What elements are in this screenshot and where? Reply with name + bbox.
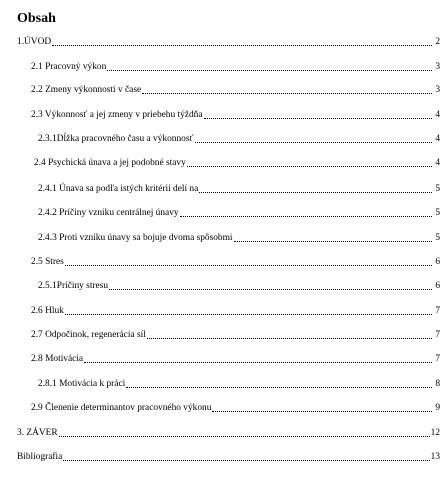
toc-entry-2-4-1[interactable] xyxy=(38,181,440,195)
toc-entry-2-5[interactable] xyxy=(31,254,440,268)
toc-entry-label[interactable]: 2.4.3 Proti vzniku únavy sa bojuje dvoma spôsobmi xyxy=(38,233,233,243)
dot-leader xyxy=(63,459,429,461)
toc-page-number: 7 xyxy=(435,354,440,364)
toc-page-number: 5 xyxy=(435,233,440,243)
dot-leader xyxy=(234,240,432,242)
toc-entry-zaver[interactable] xyxy=(17,425,440,439)
toc-entry-label[interactable]: 2.2 Zmeny výkonnosti v čase xyxy=(31,85,142,95)
toc-entry-label[interactable]: 2.8.1 Motivácia k práci xyxy=(38,379,126,389)
toc-page-number: 8 xyxy=(435,379,440,389)
toc-entry-label[interactable]: 2.3.1Dĺžka pracovného času a výkonnosť xyxy=(38,134,194,144)
dot-leader xyxy=(65,313,432,315)
dot-leader xyxy=(199,191,432,193)
toc-entry-2-4[interactable] xyxy=(34,155,440,169)
toc-entry-label[interactable]: 2.5.1Príčiny stresu xyxy=(38,281,109,291)
toc-entry-label[interactable]: 2.4 Psychická únava a jej podobné stavy xyxy=(34,158,186,168)
toc-entry-2-2[interactable] xyxy=(31,82,440,96)
toc-page-number: 3 xyxy=(435,62,440,72)
toc-page-number: 7 xyxy=(435,330,440,340)
toc-page-number: 13 xyxy=(430,452,440,462)
toc-entry-2-4-2[interactable] xyxy=(38,205,440,219)
toc-entry-label[interactable]: 3. ZÁVER xyxy=(17,428,58,438)
toc-entry-label[interactable]: 2.5 Stres xyxy=(31,257,64,267)
toc-entry-bibliografia[interactable] xyxy=(17,449,440,463)
dot-leader xyxy=(187,165,432,167)
toc-entry-2-1[interactable] xyxy=(31,59,440,73)
dot-leader xyxy=(126,386,432,388)
toc-entry-label[interactable]: 2.8 Motivácia xyxy=(31,354,84,364)
toc-entry-2-6[interactable] xyxy=(31,303,440,317)
toc-page-number: 4 xyxy=(435,110,440,120)
toc-page-number: 4 xyxy=(435,134,440,144)
toc-entry-label[interactable]: 1.ÚVOD xyxy=(17,37,52,47)
toc-entry-label[interactable]: 2.1 Pracovný výkon xyxy=(31,62,107,72)
dot-leader xyxy=(52,44,432,46)
toc-entry-label[interactable]: 2.7 Odpočinok, regenerácia síl xyxy=(31,330,146,340)
dot-leader xyxy=(212,410,432,412)
toc-page-number: 3 xyxy=(435,85,440,95)
dot-leader xyxy=(109,288,432,290)
dot-leader xyxy=(84,361,432,363)
toc-page-number: 6 xyxy=(435,257,440,267)
dot-leader xyxy=(195,141,432,143)
toc-entry-uvod[interactable] xyxy=(17,34,440,48)
toc-title: Obsah xyxy=(17,11,56,26)
dot-leader xyxy=(204,117,432,119)
toc-page-number: 7 xyxy=(435,306,440,316)
toc-page-number: 4 xyxy=(435,158,440,168)
toc-entry-2-8[interactable] xyxy=(31,351,440,365)
toc-page-number: 5 xyxy=(435,184,440,194)
toc-page-number: 9 xyxy=(435,403,440,413)
toc-entry-2-3[interactable] xyxy=(31,107,440,121)
toc-entry-label[interactable]: Bibliografia xyxy=(17,452,63,462)
toc-entry-label[interactable]: 2.4.2 Príčiny vzniku centrálnej únavy xyxy=(38,208,179,218)
toc-entry-2-3-1[interactable] xyxy=(38,131,440,145)
toc-entry-2-7[interactable] xyxy=(31,327,440,341)
toc-entry-label[interactable]: 2.6 Hluk xyxy=(31,306,64,316)
toc-page-number: 2 xyxy=(435,37,440,47)
toc-entry-label[interactable]: 2.3 Výkonnosť a jej zmeny v priebehu týždňa xyxy=(31,110,203,120)
dot-leader xyxy=(59,435,430,437)
dot-leader xyxy=(180,215,432,217)
dot-leader xyxy=(147,337,432,339)
toc-entry-label[interactable]: 2.4.1 Únava sa podľa istých kritérií delí na xyxy=(38,184,199,194)
dot-leader xyxy=(107,69,432,71)
toc-entry-2-4-3[interactable] xyxy=(38,230,440,244)
toc-entry-2-8-1[interactable] xyxy=(38,376,440,390)
toc-entry-2-5-1[interactable] xyxy=(38,278,440,292)
dot-leader xyxy=(142,92,432,94)
toc-entry-label[interactable]: 2.9 Členenie determinantov pracovného výkonu xyxy=(31,403,212,413)
toc-page-number: 5 xyxy=(435,208,440,218)
toc-entry-2-9[interactable] xyxy=(31,400,440,414)
dot-leader xyxy=(65,264,432,266)
toc-page-number: 12 xyxy=(430,428,440,438)
toc-page-number: 6 xyxy=(435,281,440,291)
